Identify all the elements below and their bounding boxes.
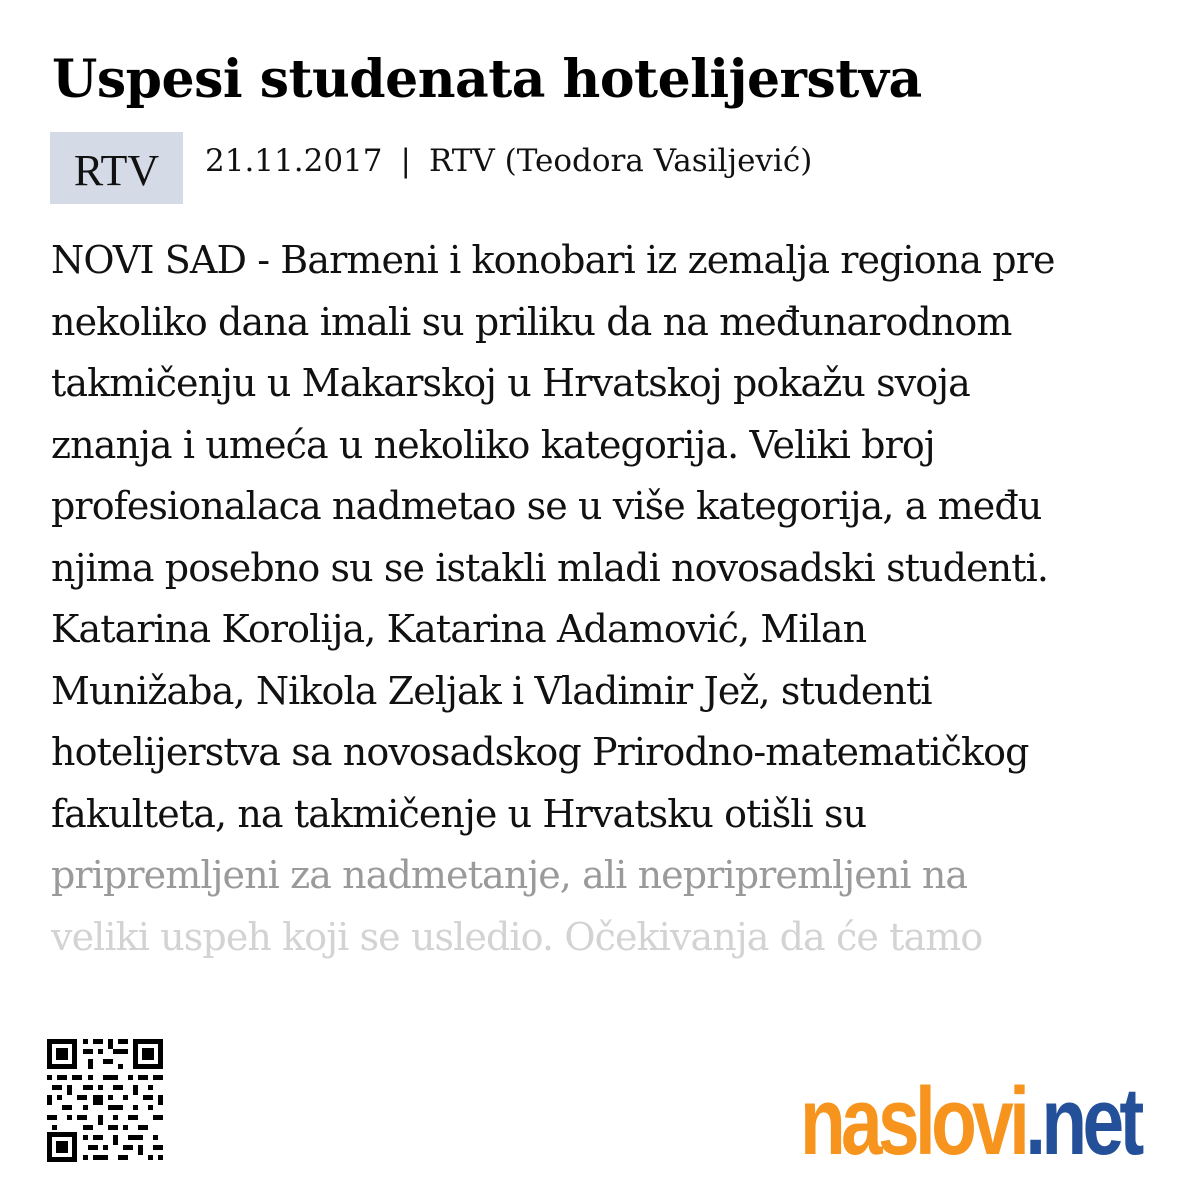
body-line: njima posebno su se istakli mladi novosadski studenti. [51, 545, 1049, 590]
body-line-faded: veliki uspeh koji se usledio. Očekivanja da će tamo [51, 914, 983, 959]
naslovi-net-logo[interactable] [800, 1068, 1140, 1175]
body-line: NOVI SAD - Barmeni i konobari iz zemalja regiona pre [51, 238, 1055, 282]
meta-separator: | [400, 143, 411, 179]
logo-part-naslovi: naslovi [800, 1068, 1026, 1175]
article-body [51, 230, 1161, 990]
body-line: fakulteta, na takmičenje u Hrvatsku otišli su [51, 791, 867, 836]
body-line: Munižaba, Nikola Zeljak i Vladimir Jež, studenti [51, 668, 932, 713]
body-line-faded: pripremljeni za nadmetanje, ali nepripremljeni na [51, 853, 968, 897]
article-title: Uspesi studenata hotelijerstva [52, 49, 922, 110]
body-line: hotelijerstva sa novosadskog Prirodno-matematičkog [51, 730, 1029, 774]
qr-code-icon[interactable] [45, 1037, 165, 1164]
article-date: 21.11.2017 [205, 143, 383, 179]
source-badge[interactable]: RTV [50, 132, 183, 204]
body-line: takmičenju u Makarskoj u Hrvatskoj pokažu svoja [51, 361, 970, 405]
body-line: Katarina Korolija, Katarina Adamović, Milan [51, 607, 867, 651]
meta-text [205, 143, 812, 179]
article-author: RTV (Teodora Vasiljević) [428, 143, 813, 179]
logo-part-net: .net [1025, 1068, 1140, 1175]
body-line: nekoliko dana imali su priliku da na međunarodnom [51, 299, 1012, 344]
body-line: profesionalaca nadmetao se u više kategorija, a među [51, 484, 1042, 528]
article-meta [50, 132, 812, 204]
body-line: znanja i umeća u nekoliko kategorija. Veliki broj [51, 422, 935, 467]
